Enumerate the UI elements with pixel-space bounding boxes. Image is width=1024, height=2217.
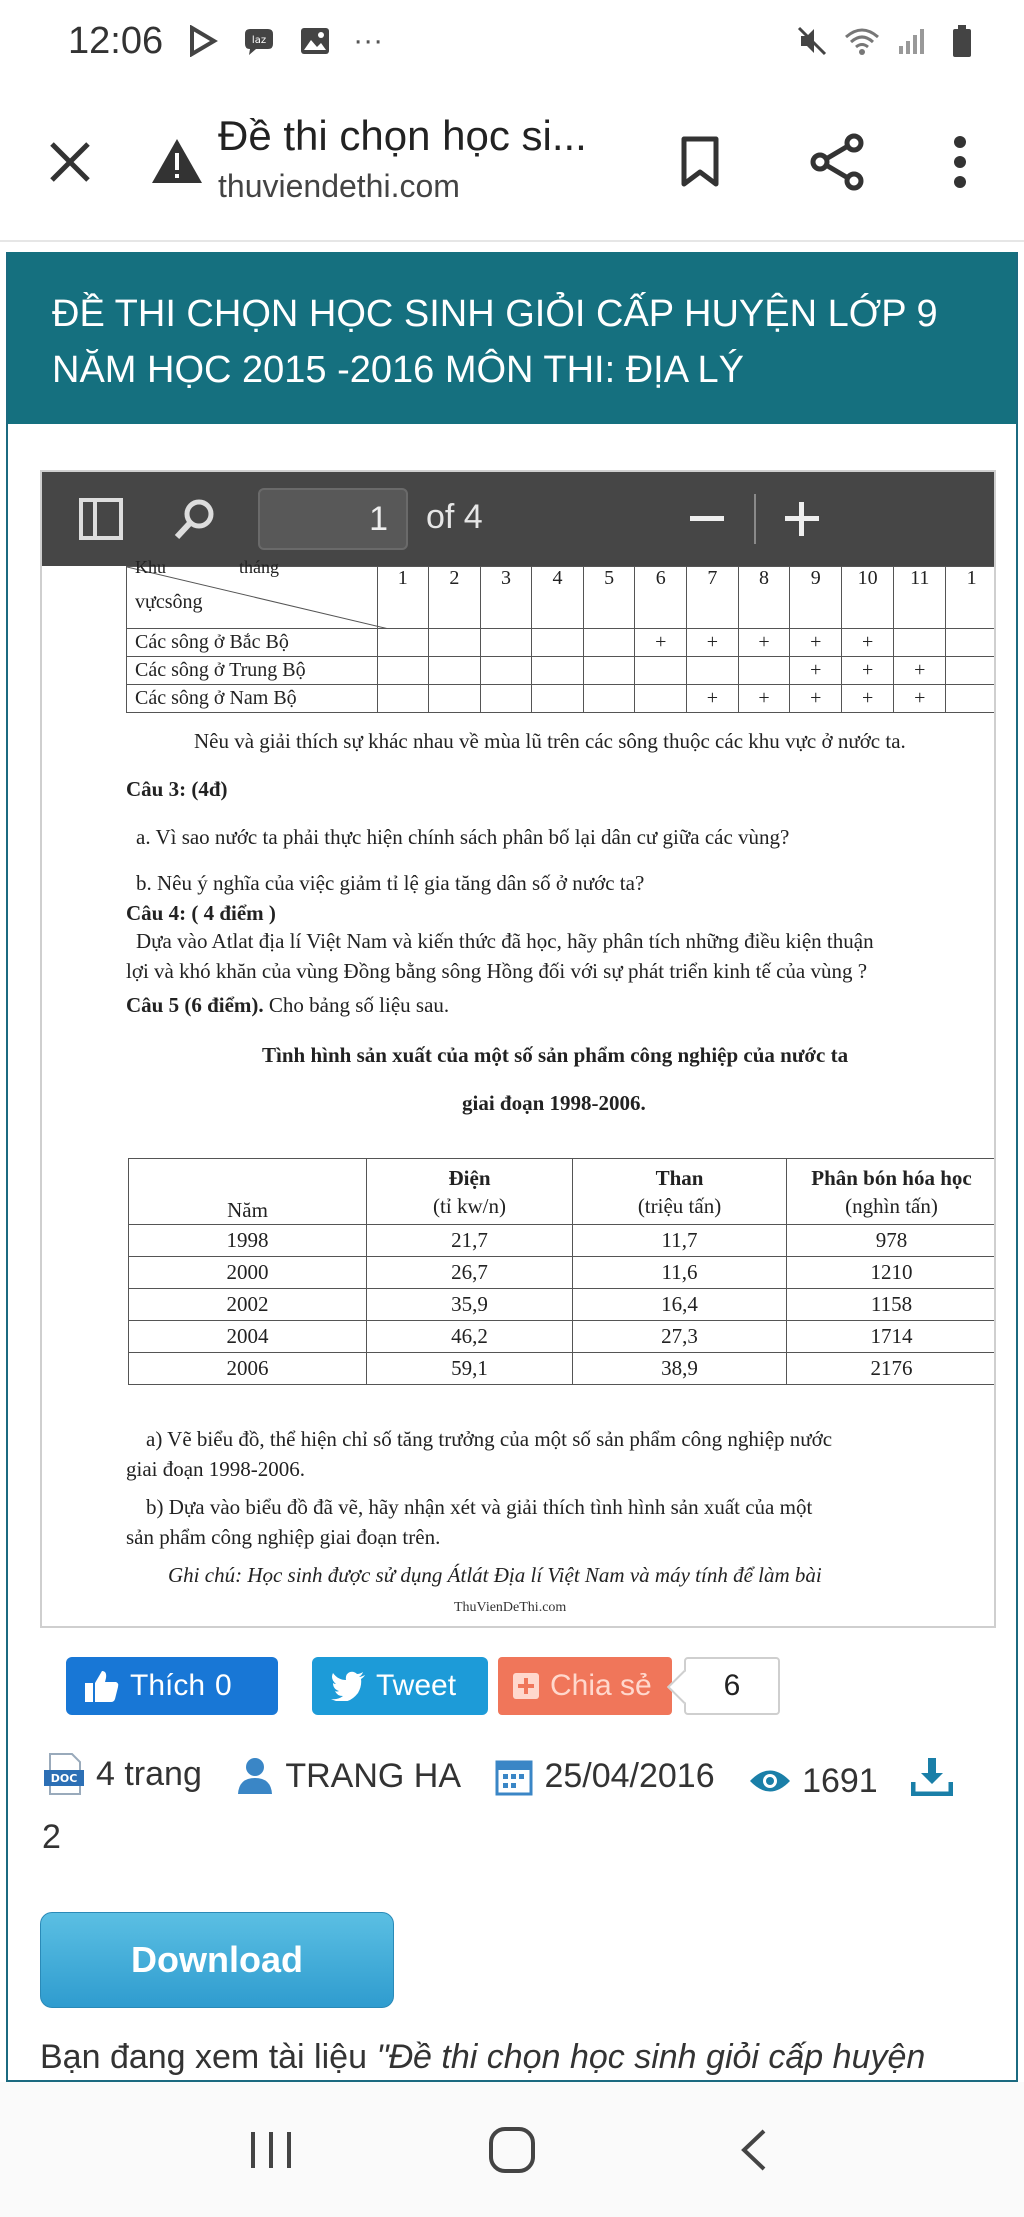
table-row — [129, 1257, 997, 1289]
share-count-bubble: 6 — [684, 1657, 780, 1715]
question-5-intro: Cho bảng số liệu sau. — [268, 993, 450, 1017]
table-cell: + — [842, 657, 894, 685]
table-cell — [583, 657, 635, 685]
view-count: 1691 — [802, 1762, 878, 1800]
col-header-electricity — [367, 1159, 573, 1225]
table-cell: 16,4 — [573, 1289, 787, 1321]
preview-title: "Đề thi chọn học sinh giỏi cấp huyện — [376, 2038, 926, 2076]
table-cell: + — [842, 629, 894, 657]
question-4-title: Câu 4: ( 4 điểm ) — [126, 901, 276, 925]
month-header: 2 — [429, 567, 481, 629]
document-card — [6, 252, 1018, 2082]
table-cell: 46,2 — [367, 1321, 573, 1353]
col-header-year-name: Năm — [227, 1198, 268, 1222]
table-cell — [946, 685, 996, 713]
row-label: Các sông ở Trung Bộ — [127, 657, 378, 685]
eye-icon — [748, 1766, 792, 1796]
home-button[interactable] — [472, 2110, 552, 2190]
table-cell — [429, 685, 481, 713]
meta-pages — [42, 1748, 202, 1800]
month-header: 11 — [894, 567, 946, 629]
table-cell: 38,9 — [573, 1353, 787, 1385]
share-label: Chia sẻ — [550, 1669, 652, 1702]
search-icon — [172, 496, 218, 542]
table-cell: 1714 — [787, 1321, 997, 1353]
table-cell: + — [790, 685, 842, 713]
recents-icon — [249, 2130, 293, 2170]
table-cell — [946, 629, 996, 657]
browser-domain: thuviendethi.com — [218, 168, 460, 204]
table-corner-cell — [127, 557, 378, 629]
calendar-icon — [494, 1756, 534, 1796]
row-label: Các sông ở Bắc Bộ — [127, 629, 378, 657]
month-header: 6 — [635, 567, 687, 629]
table-cell: + — [894, 685, 946, 713]
month-header: 9 — [790, 567, 842, 629]
table-cell: + — [894, 657, 946, 685]
table-cell: + — [790, 657, 842, 685]
table-cell — [377, 629, 429, 657]
table-cell — [687, 657, 739, 685]
table-cell: 11,6 — [573, 1257, 787, 1289]
table-cell: 2004 — [129, 1321, 367, 1353]
preview-prefix: Bạn đang xem tài liệu — [40, 2038, 377, 2076]
question-3-title: Câu 3: (4đ) — [126, 777, 228, 801]
month-header: 1 — [377, 567, 429, 629]
table-title-line1: Tình hình sản xuất của một số sản phẩm công nghiệp của nước ta — [262, 1043, 849, 1067]
sidebar-toggle-button[interactable] — [78, 496, 124, 542]
download-button[interactable]: Download — [40, 1912, 394, 2008]
table-cell: 1158 — [787, 1289, 997, 1321]
mute-icon — [794, 24, 830, 58]
table-cell — [635, 657, 687, 685]
table-cell — [532, 629, 584, 657]
table-cell: 59,1 — [367, 1353, 573, 1385]
table-cell: + — [635, 629, 687, 657]
production-table — [128, 1158, 996, 1385]
table-cell: 27,3 — [573, 1321, 787, 1353]
meta-author[interactable] — [235, 1750, 461, 1802]
month-header: 4 — [532, 567, 584, 629]
col-header-name: Điện — [448, 1165, 491, 1190]
table-cell — [583, 629, 635, 657]
table-cell: + — [738, 629, 790, 657]
pdf-footer-watermark: ThuVienDeThi.com — [454, 1600, 567, 1615]
flood-season-table — [126, 557, 996, 713]
question-4-line2: lợi và khó khăn của vùng Đồng bằng sông Hồng đối với sự phát triển kinh tế của vùng ? — [126, 959, 868, 983]
corner-bottom-label: vựcsông — [135, 591, 203, 613]
question-4-line1: Dựa vào Atlat địa lí Việt Nam và kiến thức đã học, hãy phân tích những điều kiện thuận — [136, 929, 874, 953]
table-cell — [377, 657, 429, 685]
table-cell — [946, 657, 996, 685]
close-tab-button[interactable] — [40, 132, 100, 192]
table-cell — [377, 685, 429, 713]
plus-icon — [785, 502, 819, 536]
upload-date: 25/04/2016 — [544, 1757, 715, 1795]
play-store-icon — [185, 24, 221, 58]
table-cell: 978 — [787, 1225, 997, 1257]
status-time: 12:06 — [68, 19, 164, 62]
wifi-icon — [844, 24, 880, 58]
sidebar-icon — [78, 496, 124, 542]
question-5b-line2: sản phẩm công nghiệp giai đoạn trên. — [126, 1525, 441, 1549]
zoom-in-button[interactable] — [777, 494, 827, 544]
col-header-year — [129, 1159, 367, 1225]
question-5-title: Câu 5 (6 điểm). — [126, 993, 264, 1017]
android-nav-bar — [0, 2082, 1024, 2217]
preview-text — [40, 2038, 1018, 2077]
month-header: 7 — [687, 567, 739, 629]
google-share-button[interactable] — [498, 1657, 672, 1715]
corner-right-label: tháng — [239, 557, 279, 577]
gallery-icon — [297, 24, 333, 58]
table-cell: 2000 — [129, 1257, 367, 1289]
like-count: 0 — [215, 1669, 232, 1702]
pdf-viewer[interactable] — [40, 470, 996, 1628]
table-row — [127, 657, 997, 685]
document-meta — [42, 1748, 1002, 1863]
zoom-separator — [754, 494, 756, 544]
table-cell — [532, 685, 584, 713]
table-cell — [583, 685, 635, 713]
overflow-menu-button[interactable] — [930, 130, 990, 194]
table-cell: 2002 — [129, 1289, 367, 1321]
like-label: Thích — [130, 1669, 206, 1702]
table-row — [129, 1225, 997, 1257]
share-icon — [808, 133, 866, 191]
doc-file-icon — [42, 1752, 86, 1796]
tweet-label: Tweet — [376, 1669, 457, 1702]
exam-note: Ghi chú: Học sinh được sử dụng Átlát Địa lí Việt Nam và máy tính để làm bài — [168, 1563, 822, 1587]
table-cell — [480, 657, 532, 685]
table-cell: 1210 — [787, 1257, 997, 1289]
document-heading: ĐỀ THI CHỌN HỌC SINH GIỎI CẤP HUYỆN LỚP 9 NĂM HỌC 2015 -2016 MÔN THI: ĐỊA LÝ — [8, 252, 1016, 424]
table-cell — [894, 629, 946, 657]
table-cell — [429, 629, 481, 657]
bookmark-button[interactable] — [670, 132, 730, 192]
zoom-out-button[interactable] — [682, 494, 732, 544]
question-5b-line1: b) Dựa vào biểu đồ đã vẽ, hãy nhận xét và giải thích tình hình sản xuất của một — [146, 1495, 813, 1519]
table-cell: + — [738, 685, 790, 713]
table-cell — [480, 629, 532, 657]
download-count: 2 — [42, 1818, 61, 1856]
table-cell — [429, 657, 481, 685]
table-cell: + — [687, 629, 739, 657]
row-label: Các sông ở Nam Bộ — [127, 685, 378, 713]
table-cell: 2006 — [129, 1353, 367, 1385]
meta-downloads — [911, 1756, 953, 1796]
question-3a: a. Vì sao nước ta phải thực hiện chính sách phân bố lại dân cư giữa các vùng? — [136, 825, 790, 849]
home-icon — [488, 2126, 536, 2174]
share-button[interactable] — [805, 130, 869, 194]
question-5a-line1: a) Vẽ biểu đồ, thể hiện chỉ số tăng trưởng của một số sản phẩm công nghiệp nước — [146, 1427, 833, 1451]
page-count-label: of 4 — [426, 498, 483, 536]
meta-date — [494, 1750, 714, 1802]
question-2-text: Nêu và giải thích sự khác nhau về mùa lũ trên các sông thuộc các khu vực ở nước ta. — [194, 729, 906, 753]
thumbs-up-icon — [84, 1669, 120, 1703]
table-cell: 21,7 — [367, 1225, 573, 1257]
pdf-toolbar — [42, 472, 996, 566]
recent-apps-button[interactable] — [231, 2110, 311, 2190]
table-cell: 2176 — [787, 1353, 997, 1385]
table-cell — [480, 685, 532, 713]
month-header: 5 — [583, 567, 635, 629]
table-title-line2: giai đoạn 1998-2006. — [462, 1091, 646, 1115]
pdf-search-button[interactable] — [172, 496, 218, 542]
table-cell — [635, 685, 687, 713]
table-cell — [532, 657, 584, 685]
col-header-fertilizer — [787, 1159, 997, 1225]
table-cell: 1998 — [129, 1225, 367, 1257]
col-header-unit: (tỉ kw/n) — [433, 1193, 506, 1218]
table-row — [127, 629, 997, 657]
month-header: 3 — [480, 567, 532, 629]
not-secure-warning-icon[interactable] — [150, 136, 204, 186]
col-header-name: Than — [655, 1165, 704, 1190]
table-cell: + — [790, 629, 842, 657]
more-vertical-icon — [952, 135, 968, 189]
meta-views — [748, 1755, 878, 1807]
page-number-input[interactable]: 1 — [258, 488, 408, 550]
signal-icon — [894, 24, 930, 58]
table-row — [129, 1353, 997, 1385]
table-row — [129, 1321, 997, 1353]
page-count: 4 trang — [96, 1755, 202, 1793]
author-name: TRANG HA — [285, 1757, 461, 1795]
facebook-like-button[interactable] — [66, 1657, 278, 1715]
table-cell: 35,9 — [367, 1289, 573, 1321]
month-header: 8 — [738, 567, 790, 629]
user-icon — [235, 1756, 275, 1796]
question-5a-line2: giai đoạn 1998-2006. — [126, 1457, 306, 1481]
tweet-button[interactable] — [312, 1657, 488, 1715]
minus-icon — [690, 516, 724, 522]
battery-icon — [944, 24, 980, 58]
table-cell: 26,7 — [367, 1257, 573, 1289]
close-icon — [48, 140, 92, 184]
more-notifications: ··· — [353, 24, 384, 57]
table-row — [127, 685, 997, 713]
browser-page-title: Đề thi chọn học si... — [218, 112, 587, 159]
table-cell: + — [842, 685, 894, 713]
month-header: 10 — [842, 567, 894, 629]
app-notification-icon — [241, 24, 277, 58]
url-block[interactable] — [218, 112, 638, 205]
table-cell: + — [687, 685, 739, 713]
table-cell: 11,7 — [573, 1225, 787, 1257]
col-header-coal — [573, 1159, 787, 1225]
back-button[interactable] — [713, 2110, 793, 2190]
question-3b: b. Nêu ý nghĩa của việc giảm tỉ lệ gia tăng dân số ở nước ta? — [136, 871, 645, 895]
back-chevron-icon — [738, 2128, 768, 2172]
plus-box-icon — [512, 1672, 540, 1700]
svg-text:DOC: DOC — [50, 1772, 78, 1785]
status-bar — [0, 0, 1024, 82]
table-cell — [738, 657, 790, 685]
month-header: 1 — [946, 567, 996, 629]
question-5-line — [126, 990, 449, 1020]
svg-text:laz: laz — [252, 35, 267, 46]
social-bar — [66, 1656, 780, 1716]
pdf-page — [42, 557, 996, 1628]
corner-top-label: Khu — [135, 557, 166, 577]
col-header-unit: (nghìn tấn) — [845, 1193, 938, 1218]
twitter-bird-icon — [330, 1671, 366, 1701]
col-header-name: Phân bón hóa học — [811, 1165, 972, 1190]
browser-toolbar — [0, 82, 1024, 242]
download-icon — [911, 1756, 953, 1796]
table-row — [129, 1289, 997, 1321]
bookmark-icon — [680, 136, 720, 188]
col-header-unit: (triệu tấn) — [637, 1193, 722, 1218]
